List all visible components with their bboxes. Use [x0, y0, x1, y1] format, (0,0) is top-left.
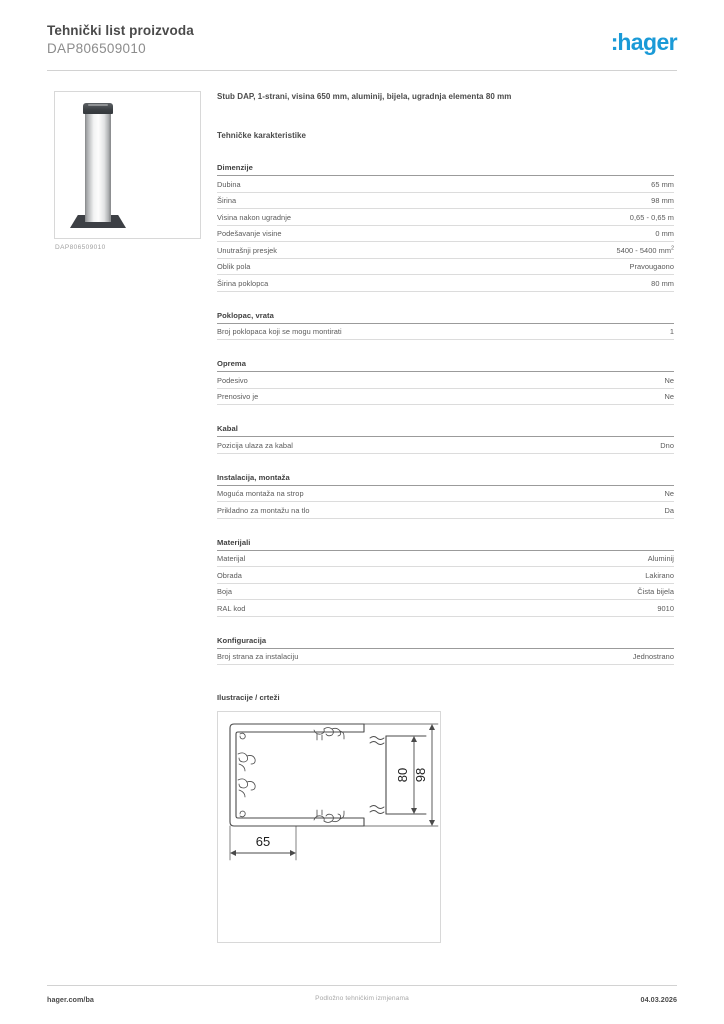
spec-label: Prikladno za montažu na tlo [217, 505, 310, 515]
spec-row [217, 551, 674, 568]
spec-row [217, 259, 674, 276]
page-header [47, 22, 677, 70]
spec-group-heading: Oprema [217, 359, 674, 372]
product-image-caption: DAP806509010 [55, 244, 106, 251]
spec-row [217, 584, 674, 601]
specifications-table [217, 163, 674, 665]
spec-label: Pozicija ulaza za kabal [217, 440, 293, 450]
spec-group [217, 311, 674, 341]
spec-group-heading: Konfiguracija [217, 636, 674, 649]
spec-row [217, 242, 674, 259]
spec-value: 0,65 - 0,65 m [629, 212, 674, 222]
spec-value: 0 mm [655, 229, 674, 238]
cross-section-drawing [218, 712, 440, 942]
product-image [54, 91, 201, 239]
spec-label: Širina [217, 196, 237, 205]
bollard-cap-highlight [88, 104, 108, 106]
spec-value: Ne [664, 392, 674, 401]
bollard-column-body [85, 109, 111, 222]
page-title: Tehnički list proizvoda [47, 23, 194, 38]
spec-row [217, 649, 674, 666]
spec-row [217, 567, 674, 584]
spec-value: 1 [669, 327, 674, 336]
spec-row [217, 324, 674, 341]
spec-group [217, 473, 674, 519]
spec-label: Boja [217, 587, 232, 596]
spec-label: Podešavanje visine [217, 229, 282, 238]
spec-row [217, 389, 674, 406]
spec-value: Lakirano [645, 570, 674, 580]
dimension-label-width: 65 [255, 834, 271, 849]
spec-group [217, 359, 674, 405]
spec-value: 98 mm [651, 196, 674, 205]
spec-value: Jednostrano [632, 652, 674, 661]
spec-value: 9010 [657, 603, 674, 613]
spec-row [217, 226, 674, 243]
footer-website-link[interactable]: hager.com/ba [47, 995, 94, 1004]
spec-row [217, 209, 674, 226]
spec-value: 65 mm [651, 179, 674, 189]
spec-group [217, 163, 674, 292]
spec-label: Prenosivo je [217, 392, 259, 401]
main-content [217, 91, 674, 943]
spec-label: Dubina [217, 179, 241, 189]
spec-group-heading: Dimenzije [217, 163, 674, 176]
spec-group-heading: Poklopac, vrata [217, 311, 674, 324]
bollard-top-cap [83, 103, 113, 114]
logo-colon-mark: : [610, 29, 618, 55]
spec-value: Pravougaono [629, 262, 674, 271]
hager-logo [611, 30, 677, 54]
spec-label: Unutrašnji presjek [217, 245, 278, 255]
product-illustration-bollard [81, 103, 115, 228]
spec-row [217, 486, 674, 503]
dimension-label-inner-height: 80 [395, 767, 410, 783]
spec-value: Dno [660, 440, 674, 450]
spec-label: Broj poklopaca koji se mogu montirati [217, 327, 342, 336]
spec-label: Materijal [217, 554, 246, 563]
spec-group-heading: Instalacija, montaža [217, 473, 674, 486]
spec-row [217, 437, 674, 454]
technical-drawing [217, 711, 441, 943]
footer-divider [47, 985, 677, 986]
spec-row [217, 275, 674, 292]
spec-row [217, 502, 674, 519]
spec-label: Oblik pola [217, 262, 251, 271]
spec-group-heading: Kabal [217, 424, 674, 437]
spec-label: Visina nakon ugradnje [217, 212, 292, 222]
spec-value: 5400 - 5400 $mm^2$ [616, 245, 674, 255]
spec-value: 80 mm [651, 278, 674, 288]
footer-disclaimer: Podložno tehničkim izmjenama [315, 995, 409, 1002]
spec-label: Podesivo [217, 375, 248, 385]
logo-wordmark: hager [617, 29, 677, 55]
spec-label: Broj strana za instalaciju [217, 652, 299, 661]
spec-row [217, 372, 674, 389]
spec-group [217, 538, 674, 617]
spec-label: Obrada [217, 570, 242, 580]
spec-label: Moguća montaža na strop [217, 489, 304, 498]
spec-value: Čista bijela [637, 587, 674, 596]
spec-value: Aluminij [647, 554, 674, 563]
spec-label: Širina poklopca [217, 278, 269, 288]
spec-group [217, 636, 674, 666]
illustrations-heading: Ilustracije / crteži [217, 693, 280, 702]
spec-value: Ne [664, 375, 674, 385]
spec-row [217, 193, 674, 210]
product-description: Stub DAP, 1-strani, visina 650 mm, aluminij, bijela, ugradnja elementa 80 mm [217, 92, 512, 101]
spec-row [217, 176, 674, 193]
dimension-label-outer-height: 98 [413, 767, 428, 783]
specifications-heading: Tehničke karakteristike [217, 131, 307, 140]
spec-value: Da [664, 505, 674, 515]
footer-date: 04.03.2026 [640, 995, 677, 1004]
spec-row [217, 600, 674, 617]
spec-group [217, 424, 674, 454]
spec-value: Ne [664, 489, 674, 498]
spec-label: RAL kod [217, 603, 246, 613]
page-footer [47, 995, 677, 1009]
header-divider [47, 70, 677, 71]
product-reference: DAP806509010 [47, 41, 146, 56]
spec-group-heading: Materijali [217, 538, 674, 551]
